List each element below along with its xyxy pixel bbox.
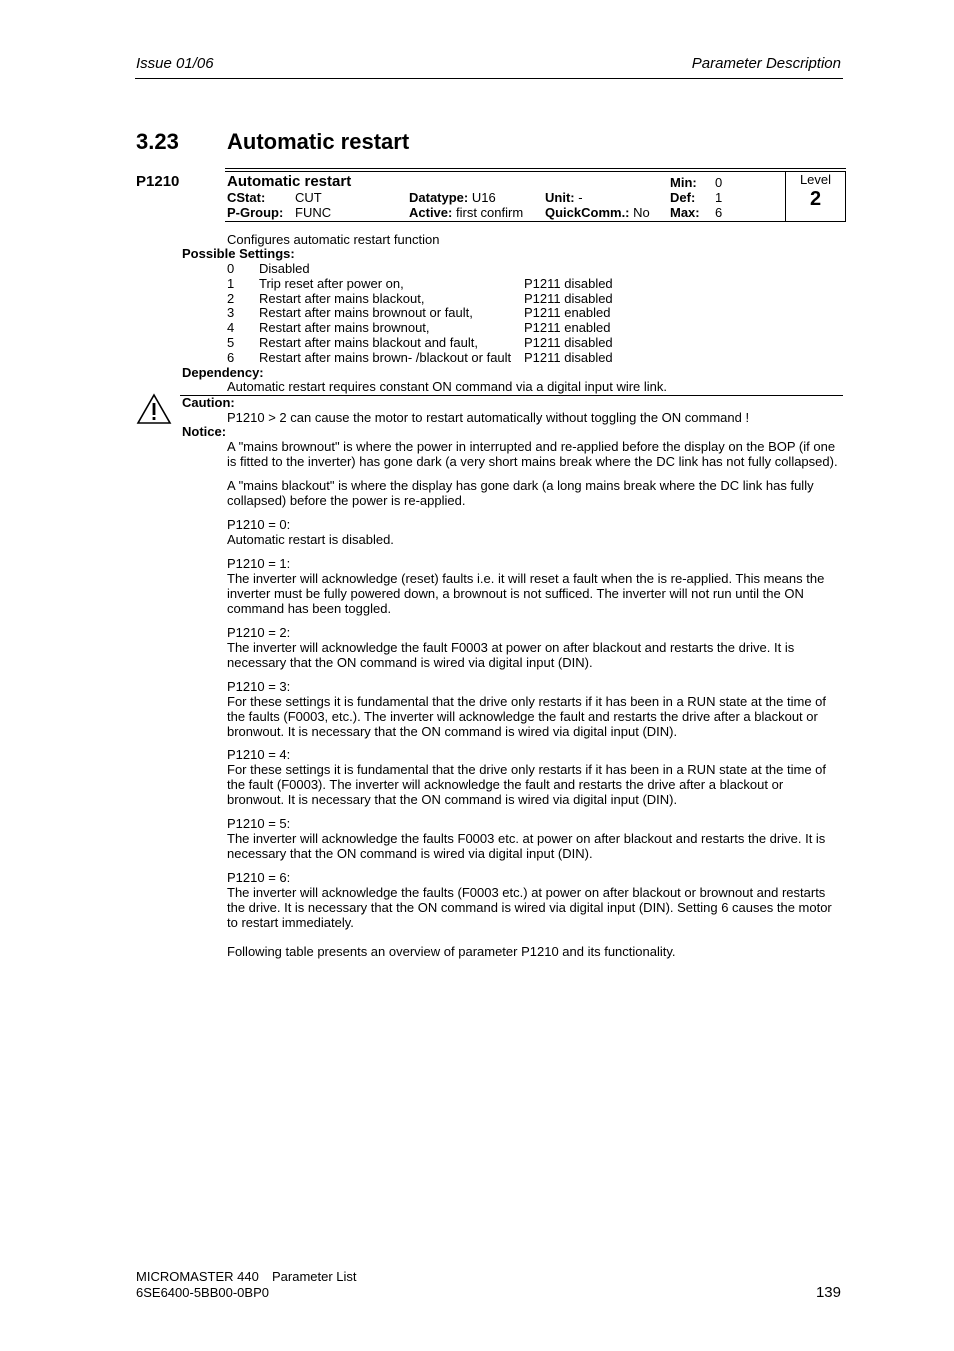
dependency-text: Automatic restart requires constant ON command via a digital input wire link. bbox=[227, 379, 668, 394]
possible-settings-label: Possible Settings: bbox=[182, 246, 295, 261]
unit-field bbox=[545, 190, 583, 205]
case-head: P1210 = 0: bbox=[227, 517, 291, 532]
setting-text: Disabled bbox=[259, 261, 310, 276]
page-number: 139 bbox=[815, 1284, 841, 1301]
min-value: 0 bbox=[715, 175, 723, 190]
param-top-rule bbox=[225, 168, 846, 169]
param-name: Automatic restart bbox=[227, 173, 352, 190]
setting-text: Restart after mains blackout and fault, bbox=[259, 335, 478, 350]
setting-num: 0 bbox=[227, 261, 235, 276]
case-head: P1210 = 4: bbox=[227, 747, 291, 762]
param-bottom-rule bbox=[225, 221, 846, 222]
setting-note: P1211 enabled bbox=[524, 320, 611, 335]
level-label: Level bbox=[799, 172, 832, 187]
case-head: P1210 = 1: bbox=[227, 556, 291, 571]
pgroup-label: P-Group: bbox=[227, 205, 284, 220]
setting-text: Restart after mains brownout or fault, bbox=[259, 305, 473, 320]
description: Configures automatic restart function bbox=[227, 232, 440, 247]
def-value: 1 bbox=[715, 190, 723, 205]
cstat-label: CStat: bbox=[227, 190, 266, 205]
closing-text: Following table presents an overview of parameter P1210 and its functionality. bbox=[227, 944, 676, 959]
section-number: 3.23 bbox=[136, 129, 179, 154]
notice-paragraph: A "mains blackout" is where the display has gone dark (a long mains break where the DC link has fully collapsed) before the power is re-applied. bbox=[227, 478, 814, 508]
case-body: The inverter will acknowledge the fault F0003 at power on after blackout and restarts the drive. It is necessary that the ON command is wired via digital input (DIN). bbox=[227, 640, 795, 670]
header-section: Parameter Description bbox=[691, 55, 841, 72]
unit-label: Unit: bbox=[545, 190, 575, 205]
setting-num: 1 bbox=[227, 276, 235, 291]
caution-text: P1210 > 2 can cause the motor to restart automatically without toggling the ON command ! bbox=[227, 410, 750, 425]
footer-doc: Parameter List bbox=[272, 1269, 357, 1284]
setting-note: P1211 disabled bbox=[524, 335, 613, 350]
datatype-field bbox=[409, 190, 496, 205]
caution-label: Caution: bbox=[182, 395, 235, 410]
case-head: P1210 = 6: bbox=[227, 870, 291, 885]
case-body: The inverter will acknowledge (reset) faults i.e. it will reset a fault when the is re-applied. This means the inverter must be fully powered down, a brownout is not sufficed. The inverter will not run until the ON command has been toggled. bbox=[227, 571, 825, 616]
dependency-label: Dependency: bbox=[182, 365, 264, 380]
case-body: Automatic restart is disabled. bbox=[227, 532, 394, 547]
active-value: first confirm bbox=[455, 205, 524, 220]
setting-num: 4 bbox=[227, 320, 235, 335]
setting-num: 6 bbox=[227, 350, 235, 365]
level-value: 2 bbox=[809, 188, 822, 210]
footer-product: MICROMASTER 440 bbox=[136, 1269, 259, 1284]
level-box-right bbox=[845, 171, 846, 222]
param-id: P1210 bbox=[136, 173, 180, 190]
datatype-label: Datatype: bbox=[409, 190, 469, 205]
setting-text: Restart after mains brown- /blackout or fault bbox=[259, 350, 512, 365]
setting-note: P1211 disabled bbox=[524, 291, 613, 306]
setting-text: Restart after mains brownout, bbox=[259, 320, 430, 335]
setting-note: P1211 disabled bbox=[524, 350, 613, 365]
setting-text: Trip reset after power on, bbox=[259, 276, 404, 291]
param-top-rule-2 bbox=[225, 171, 846, 172]
quickcomm-value: No bbox=[633, 205, 650, 220]
active-label: Active: bbox=[409, 205, 453, 220]
case-head: P1210 = 3: bbox=[227, 679, 291, 694]
case-head: P1210 = 2: bbox=[227, 625, 291, 640]
footer-order: 6SE6400-5BB00-0BP0 bbox=[136, 1285, 269, 1300]
section-title: Automatic restart bbox=[227, 129, 410, 154]
setting-num: 5 bbox=[227, 335, 235, 350]
notice-label: Notice: bbox=[182, 424, 227, 439]
case-body: For these settings it is fundamental that the drive only restarts if it has been in a RUN state at the time of the fault (F0003). The inverter will acknowledge the fault and restarts the drive after a blackout or bronwout. It is necessary that the ON command is wired via digital input (DIN). bbox=[227, 762, 827, 807]
case-body: For these settings it is fundamental that the drive only restarts if it has been in a RUN state at the time of the faults (F0003, etc.). The inverter will acknowledge the fault and restarts the drive after a blackout or bronwout. It is necessary that the ON command is wired via digital input (DIN). bbox=[227, 694, 827, 739]
datatype-value: U16 bbox=[471, 190, 496, 205]
setting-note: P1211 disabled bbox=[524, 276, 613, 291]
notice-paragraph: A "mains brownout" is where the power in interrupted and re-applied before the display on the BOP (if one is fitted to the inverter) has gone dark (a very short mains break where the DC link has not fully collapsed). bbox=[227, 439, 838, 469]
caution-rule bbox=[180, 395, 843, 396]
max-value: 6 bbox=[715, 205, 723, 220]
setting-num: 2 bbox=[227, 291, 235, 306]
case-head: P1210 = 5: bbox=[227, 816, 291, 831]
active-field bbox=[409, 205, 523, 220]
pgroup-value: FUNC bbox=[295, 205, 332, 220]
min-label: Min: bbox=[670, 175, 697, 190]
max-label: Max: bbox=[670, 205, 700, 220]
cstat-value: CUT bbox=[295, 190, 322, 205]
setting-num: 3 bbox=[227, 305, 235, 320]
case-body: The inverter will acknowledge the faults F0003 etc. at power on after blackout and restarts the drive. It is necessary that the ON command is wired via digital input (DIN). bbox=[227, 831, 826, 861]
header-rule bbox=[135, 78, 843, 79]
quickcomm-label: QuickComm.: bbox=[545, 205, 630, 220]
setting-text: Restart after mains blackout, bbox=[259, 291, 425, 306]
setting-note: P1211 enabled bbox=[524, 305, 611, 320]
def-label: Def: bbox=[670, 190, 696, 205]
case-body: The inverter will acknowledge the faults (F0003 etc.) at power on after blackout or brownout and restarts the drive. It is necessary that the ON command is wired via digital input (DIN). Setting 6 causes the motor to restart immediately. bbox=[227, 885, 832, 930]
header-issue: Issue 01/06 bbox=[136, 55, 214, 72]
unit-value: - bbox=[578, 190, 583, 205]
warning-icon bbox=[136, 393, 172, 425]
quickcomm-field bbox=[545, 205, 650, 220]
